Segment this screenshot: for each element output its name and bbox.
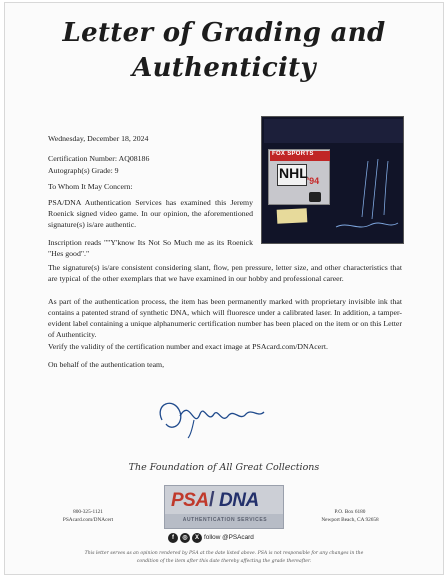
contact-right [305,508,395,524]
authentication-process-paragraph: As part of the authentication process, the item has been permanently marked with proprietary invisible ink that contains a patented strand of synthetic DNA, which will fluoresce under a calibrated laser. In addition, a tamper-evident label containing a unique alphanumeric certification number has been placed on the item or on this Letter of Authenticity. [48,297,402,339]
disclaimer-line2: condition of the item after this date thereby affecting the grade thereafter. [136,559,312,564]
social-handle[interactable]: follow @PSAcard [204,534,254,541]
cover-top-edge [264,119,403,143]
contact-left [58,508,118,524]
examination-paragraph: PSA/DNA Authentication Services has examined this Jeremy Roenick signed video game. In our opinion, the aforementioned signature(s) is/are authentic. [48,198,253,229]
inscription-paragraph: Inscription reads ""Y'know Its Not So Much me as its Roenick "Hes good"." [48,238,253,258]
city-address: Newport Beach, CA 92658 [321,517,379,523]
authenticator-signature [150,390,270,440]
disclaimer [40,550,408,566]
website: PSAcard.com/DNAcert [62,517,114,523]
letter-title-line1: Letter of Grading and [62,18,386,48]
cover-brand: FOX SPORTS [272,151,314,157]
video-game-cover-photo [261,116,404,244]
signature-analysis-paragraph: The signature(s) is/are consistent considering slant, flow, pen pressure, letter size, and other characteristics that are typical of the other exemplars that we have examined in our hobby and professional career. [48,263,402,283]
phone-number: 800-325-1121 [73,509,103,515]
tagline: The Foundation of All Great Collections [128,462,320,473]
inscription-ink-icon [328,157,404,237]
x-icon[interactable]: X [192,533,202,543]
cover-year: '94 [307,176,320,186]
facebook-icon[interactable]: f [168,533,178,543]
disclaimer-line1: This letter serves as an opinion rendered by PSA at the date listed above. PSA is not responsible for any changes in the [84,551,364,556]
autograph-grade: Autograph(s) Grade: 9 [48,166,119,175]
logo-subtitle: AUTHENTICATION SERVICES [182,517,268,523]
logo-slash: / [209,489,215,511]
cover-badge-icon [309,192,321,202]
logo-dna: DNA [219,490,259,511]
logo-psa: PSA [171,490,209,511]
social-links [168,533,280,545]
salutation: To Whom It May Concern: [48,182,133,191]
verify-paragraph: Verify the validity of the certification number and exact image at PSAcard.com/DNAcert. [48,342,328,351]
letter-title-line2: Authenticity [132,53,316,83]
letter-date: Wednesday, December 18, 2024 [48,134,149,143]
po-box: P.O. Box 6180 [334,509,366,515]
hologram-sticker [277,208,308,224]
psa-dna-logo [164,485,284,529]
cover-title: NHL [279,165,308,181]
instagram-icon[interactable]: ◎ [180,533,190,543]
behalf-line: On behalf of the authentication team, [48,360,165,369]
cover-art [268,149,330,205]
certification-number: Certification Number: AQ08186 [48,154,150,163]
